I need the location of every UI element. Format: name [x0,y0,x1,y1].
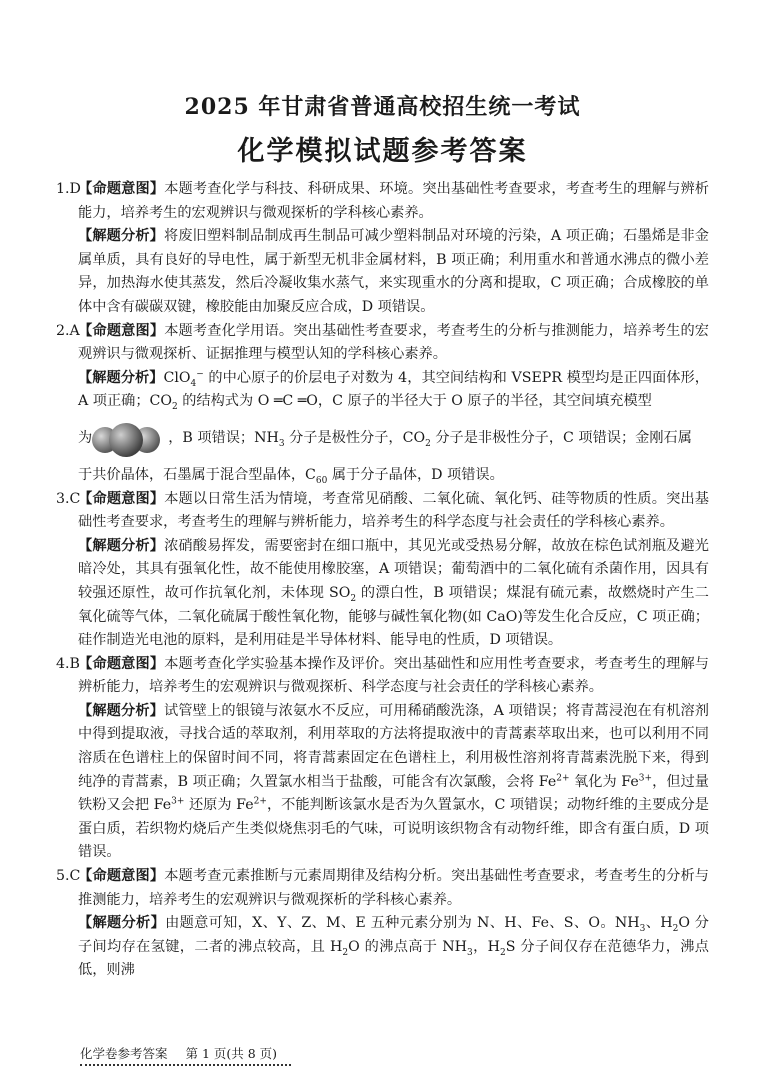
analysis-text: 氧化为 Fe [569,773,639,790]
analysis-text: 的中心原子的价层电子对数为 4，其空间结构和 VSEPR 模型均是正四面体形，A 项正确；CO [78,369,709,410]
superscript: − [196,369,204,380]
footer-subject: 化学卷参考答案 [80,1046,168,1061]
superscript: 2+ [253,796,267,807]
page-footer [80,1044,291,1066]
subscript: 3 [467,947,473,958]
molecule-row [56,416,709,462]
analysis-text: 试管壁上的银镜与浓氨水不反应，可用稀硝酸洗涤，A 项错误；将青蒿浸泡在有机溶剂中得到提取液，寻找合适的萃取剂，利用萃取的方法将提取液中的青蒿素萃取出来，也可以利用不同溶质在色谱柱上的保留时间不同，将青蒿素固定在色谱柱上，利用极性溶剂将青蒿素洗脱下来，得到纯净的青蒿素，B 项正确；久置氯水相当于盐酸，可能含有次氯酸，会将 Fe [78,702,709,790]
section-label: 【命题意图】 [78,868,165,885]
subscript: 2 [342,947,349,958]
answer-number: 1.D [56,181,81,197]
analysis-text: ，H [472,938,500,955]
question-4 [56,653,709,865]
answer-number: 2.A [56,322,80,339]
section-label: 【解题分析】 [78,537,165,554]
question-2 [56,320,709,488]
subscript: 2 [172,402,178,413]
analysis-text: 的漂白性，B 项错误；煤混有硫元素，故燃烧时产生二氧化硫等气体，二氧化硫属于酸性氧化物，能够与碱性氧化物(如 CaO)等发生化合反应，C 项正确；硅作制造光电池的原料，是利用硅是半导体材料、能导电的性质，D 项错误。 [78,584,709,649]
analysis-text: O 的沸点高于 NH [348,938,467,955]
superscript: 2+ [556,772,570,783]
analysis-text: 于共价晶体，石墨属于混合型晶体，C [78,466,316,483]
co2-space-filling-model-image [92,421,162,457]
section-label: 【命题意图】 [78,490,165,507]
subscript: 3 [639,924,646,935]
subscript: 2 [500,947,506,958]
analysis-text: O 分子间均存在氢键，二者的沸点较高，且 H [78,915,709,955]
subscript: 60 [315,475,328,486]
superscript: 3+ [638,772,653,783]
analysis-text: ，但过量铁粉又会把 Fe [78,773,709,814]
analysis-text: S 分子间仅存在范德华力，沸点低，则沸 [78,938,709,979]
exam-title: 2025 年甘肃省普通高校招生统一考试 [184,94,581,120]
intent-text: 本题考查化学实验基本操作及评价。突出基础性和应用性考查要求，考查考生的理解与辨析能力，培养考生的宏观辨识与微观探析、科学态度与社会责任的学科核心素养。 [78,655,709,696]
analysis-text: 由题意可知，X、Y、Z、M、E 五种元素分别为 N、H、Fe、S、O。NH [165,915,640,932]
superscript: 3+ [171,796,185,807]
analysis-text: ，B 项错误；NH [168,430,279,447]
question-3 [56,488,709,653]
intent-text: 本题以日常生活为情境，考查常见硝酸、二氧化硫、氧化钙、硅等物质的性质。突出基础性考查要求，考查考生的理解与辨析能力，培养考生的科学态度与社会责任的学科核心素养。 [78,490,709,531]
answer-number: 4.B [56,655,80,672]
analysis-text: 分子是非极性分子，C 项错误；金刚石属 [430,430,692,447]
section-label: 【命题意图】 [78,322,165,339]
analysis-text: 为 [78,430,93,447]
section-label: 【解题分析】 [78,228,164,245]
footer-page-number: 第 1 页(共 8 页) [185,1046,278,1061]
subscript: 4 [190,378,197,389]
question-5 [56,865,709,983]
analysis-text: 还原为 Fe [184,797,254,814]
analysis-text: 的结构式为 O ═C ═O，C 原子的半径大于 O 原子的半径，其空间填充模型 [177,393,652,410]
analysis-text: 、H [645,915,673,932]
subscript: 2 [672,924,679,935]
section-label: 【解题分析】 [78,369,164,386]
document-title: 化学模拟试题参考答案 [237,136,528,167]
analysis-text: 将废旧塑料制品制成再生制品可减少塑料制品对环境的污染，A 项正确；石墨烯是非金属单质，具有良好的导电性，属于新型无机非金属材料，B 项正确；利用重水和普通水沸点的微小差异，加热海水使其蒸发，然后冷凝收集水蒸气，来实现重水的分离和提取，C 项正确；合成橡胶的单体中含有碳碳双键，橡胶能由加聚反应合成，D 项错误。 [78,228,709,315]
subscript: 2 [350,593,357,604]
analysis-text: ClO [163,369,191,386]
answer-number: 3.C [56,490,81,507]
subscript: 3 [278,438,285,449]
section-label: 【解题分析】 [78,915,166,932]
section-label: 【命题意图】 [78,655,165,672]
intent-text: 本题考查元素推断与元素周期律及结构分析。突出基础性考查要求，考查考生的分析与推测能力，培养考生的宏观辨识与微观探析的学科核心素养。 [78,868,709,908]
intent-text: 本题考查化学用语。突出基础性考查要求，考查考生的分析与推测能力，培养考生的宏观辨识与微观探析、证据推理与模型认知的学科核心素养。 [78,322,709,363]
section-label: 【命题意图】 [78,181,165,197]
section-label: 【解题分析】 [78,702,164,719]
carbon-atom-sphere [109,423,143,457]
subscript: 2 [425,438,431,449]
analysis-text: 分子是极性分子，CO [284,430,426,447]
analysis-text: 浓硝酸易挥发，需要密封在细口瓶中，其见光或受热易分解，故放在棕色试剂瓶及避光暗冷处，其具有强氧化性，故不能使用橡胶塞，A 项错误；葡萄酒中的二氧化硫有杀菌作用，因具有较强还原性，故可作抗氧化剂，未体现 SO [78,537,709,601]
analysis-text: 属于分子晶体，D 项错误。 [327,466,504,483]
analysis-text: ，不能判断该氯水是否为久置氯水，C 项错误；动物纤维的主要成分是蛋白质，若织物灼烧后产生类似烧焦羽毛的气味，可说明该织物含有动物纤维，即含有蛋白质，D 项错误。 [78,797,709,861]
question-1 [56,178,709,320]
answer-number: 5.C [56,868,81,885]
intent-text: 本题考查化学与科技、科研成果、环境。突出基础性考查要求，考查考生的理解与辨析能力，培养考生的宏观辨识与微观探析的学科核心素养。 [78,181,709,221]
